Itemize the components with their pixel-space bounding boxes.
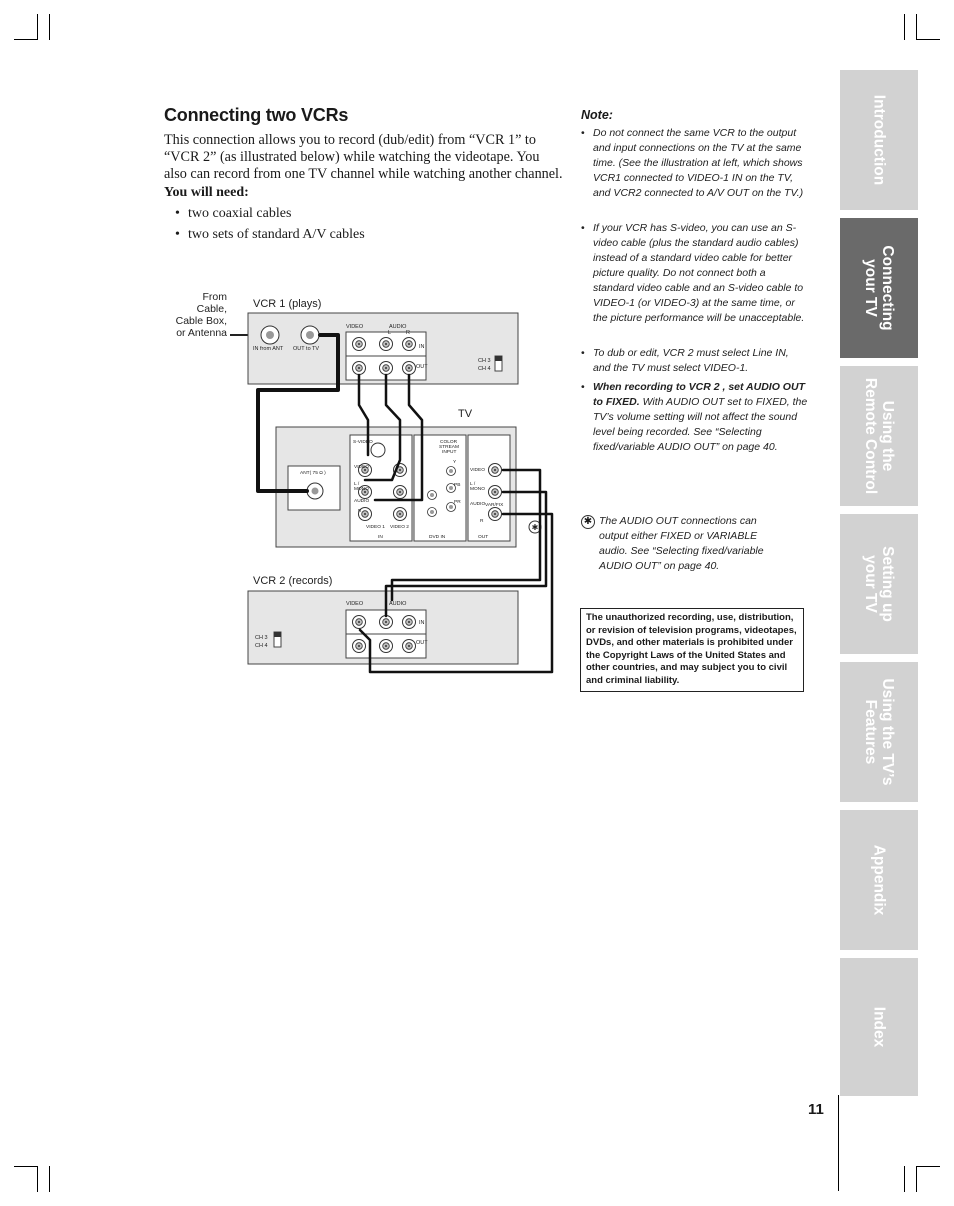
note-heading: Note:	[581, 108, 613, 122]
page-title: Connecting two VCRs	[164, 105, 349, 125]
copyright-warning-box: The unauthorized recording, use, distribution, or revision of television programs, videotapes, DVDs, and other materials is prohibited under the Copyright Laws of the United States and other countries, and may subject you to civil and criminal liability.	[580, 608, 804, 692]
tab-using-tv-features[interactable]: Using the TV’s Features	[840, 662, 918, 802]
svg-text:AUDIO: AUDIO	[470, 502, 486, 507]
svg-text:AUDIO: AUDIO	[389, 324, 407, 330]
list-item: • two sets of standard A/V cables	[175, 227, 365, 242]
tab-using-remote-control[interactable]: Using the Remote Control	[840, 366, 918, 506]
source-label: From	[202, 291, 227, 303]
svg-text:CH 3: CH 3	[255, 635, 268, 641]
svg-text:VIDEO: VIDEO	[354, 465, 369, 470]
svg-text:VIDEO: VIDEO	[346, 601, 364, 607]
crop-mark	[904, 14, 905, 40]
svg-text:IN: IN	[378, 535, 383, 540]
source-label: or Antenna	[176, 327, 227, 339]
svg-text:OUT: OUT	[416, 364, 428, 370]
note-item: • When recording to VCR 2 , set AUDIO OUT to FIXED. With AUDIO OUT set to FIXED, the TV’s volume setting will not affect the sound level being recorded. See “Selecting fixed/variable AUDIO OUT” on page 40.	[581, 381, 808, 453]
crop-mark	[916, 39, 940, 40]
tab-setting-up-your-tv[interactable]: Setting up your TV	[840, 514, 918, 654]
crop-mark	[49, 14, 50, 40]
svg-text:R: R	[358, 509, 362, 514]
svg-text:VIDEO: VIDEO	[470, 468, 485, 473]
svg-text:VIDEO 2: VIDEO 2	[390, 525, 409, 530]
svg-text:IN: IN	[419, 620, 425, 626]
svg-text:L /: L /	[470, 482, 476, 487]
svg-text:VAR/FIX: VAR/FIX	[485, 503, 504, 508]
vcr2-label: VCR 2 (records)	[253, 575, 333, 587]
svg-text:L: L	[388, 330, 392, 336]
crop-mark	[14, 39, 38, 40]
crop-mark	[916, 14, 917, 40]
note-item: • If your VCR has S-video, you can use an S-video cable (plus the standard audio cables) instead of a standard video cable for better picture quality. Do not connect both a standard video cable and an S-video cable to VIDEO-1 (or VIDEO-3) at the same time, or the picture performance will be unacceptable.	[581, 222, 805, 324]
note-item: • Do not connect the same VCR to the output and input connections on the TV at the same time. (See the illustration at left, which shows VCR1 connected to VIDEO-1 IN on the TV, and VCR2 connected to A/V OUT on the TV.)	[581, 127, 804, 199]
intro-paragraph: This connection allows you to record (dub/edit) from “VCR 1” to “VCR 2” (as illustrated below) while watching the videotape. You also can record from one TV channel while watching another channel.	[164, 132, 563, 182]
svg-text:COLOR: COLOR	[440, 440, 458, 445]
audio-out-note: The AUDIO OUT connections can output either FIXED or VARIABLE audio. See “Selecting fixed/variable AUDIO OUT” on page 40.	[599, 515, 764, 572]
svg-text:ANT( 75 Ω ): ANT( 75 Ω )	[300, 471, 326, 476]
tv-label: TV	[458, 408, 473, 420]
svg-text:R: R	[480, 519, 484, 524]
tab-index[interactable]: Index	[840, 958, 918, 1096]
vcr2-panel	[248, 591, 518, 664]
svg-text:Y: Y	[453, 460, 457, 465]
svg-text:PR: PR	[454, 500, 461, 505]
vcr1-label: VCR 1 (plays)	[253, 298, 322, 310]
tab-connecting-your-tv[interactable]: Connecting your TV	[840, 218, 918, 358]
svg-text:VIDEO: VIDEO	[346, 324, 364, 330]
crop-mark	[904, 1166, 905, 1192]
svg-text:OUT: OUT	[478, 535, 489, 540]
asterisk-icon: ✱	[581, 515, 595, 529]
svg-text:OUT: OUT	[416, 640, 428, 646]
svg-text:S-VIDEO: S-VIDEO	[353, 440, 373, 445]
svg-text:✱: ✱	[531, 523, 539, 532]
svg-text:DVD IN: DVD IN	[429, 535, 446, 540]
svg-text:CH 3: CH 3	[478, 358, 491, 364]
svg-text:CH 4: CH 4	[255, 643, 268, 649]
svg-text:L /: L /	[354, 482, 360, 487]
source-label: Cable,	[196, 303, 227, 315]
crop-mark	[37, 14, 38, 40]
page-number: 11	[808, 1101, 824, 1118]
note-item: • To dub or edit, VCR 2 must select Line IN, and the TV must select VIDEO-1.	[581, 347, 789, 374]
svg-text:IN from ANT: IN from ANT	[253, 346, 284, 352]
tab-introduction[interactable]: Introduction	[840, 70, 918, 210]
crop-mark	[49, 1166, 50, 1192]
source-label: Cable Box,	[175, 315, 227, 327]
svg-text:OUT to TV: OUT to TV	[293, 346, 320, 352]
page-rule	[838, 1095, 839, 1191]
crop-mark	[37, 1166, 38, 1192]
svg-text:R: R	[406, 330, 410, 336]
svg-text:INPUT: INPUT	[442, 450, 457, 455]
vcr1-panel	[248, 313, 518, 384]
svg-text:MONO: MONO	[354, 487, 369, 492]
svg-text:AUDIO: AUDIO	[354, 499, 370, 504]
tab-appendix[interactable]: Appendix	[840, 810, 918, 950]
connection-diagram	[160, 280, 560, 680]
list-item: • two coaxial cables	[175, 206, 292, 221]
svg-text:STREAM: STREAM	[439, 445, 459, 450]
svg-text:PB: PB	[454, 483, 461, 488]
svg-text:VIDEO 1: VIDEO 1	[366, 525, 385, 530]
crop-mark	[14, 1166, 38, 1167]
you-will-need-heading: You will need:	[164, 185, 249, 200]
svg-text:MONO: MONO	[470, 487, 485, 492]
crop-mark	[916, 1166, 917, 1192]
svg-text:IN: IN	[419, 344, 425, 350]
crop-mark	[916, 1166, 940, 1167]
svg-text:CH 4: CH 4	[478, 366, 491, 372]
svg-text:AUDIO: AUDIO	[389, 601, 407, 607]
